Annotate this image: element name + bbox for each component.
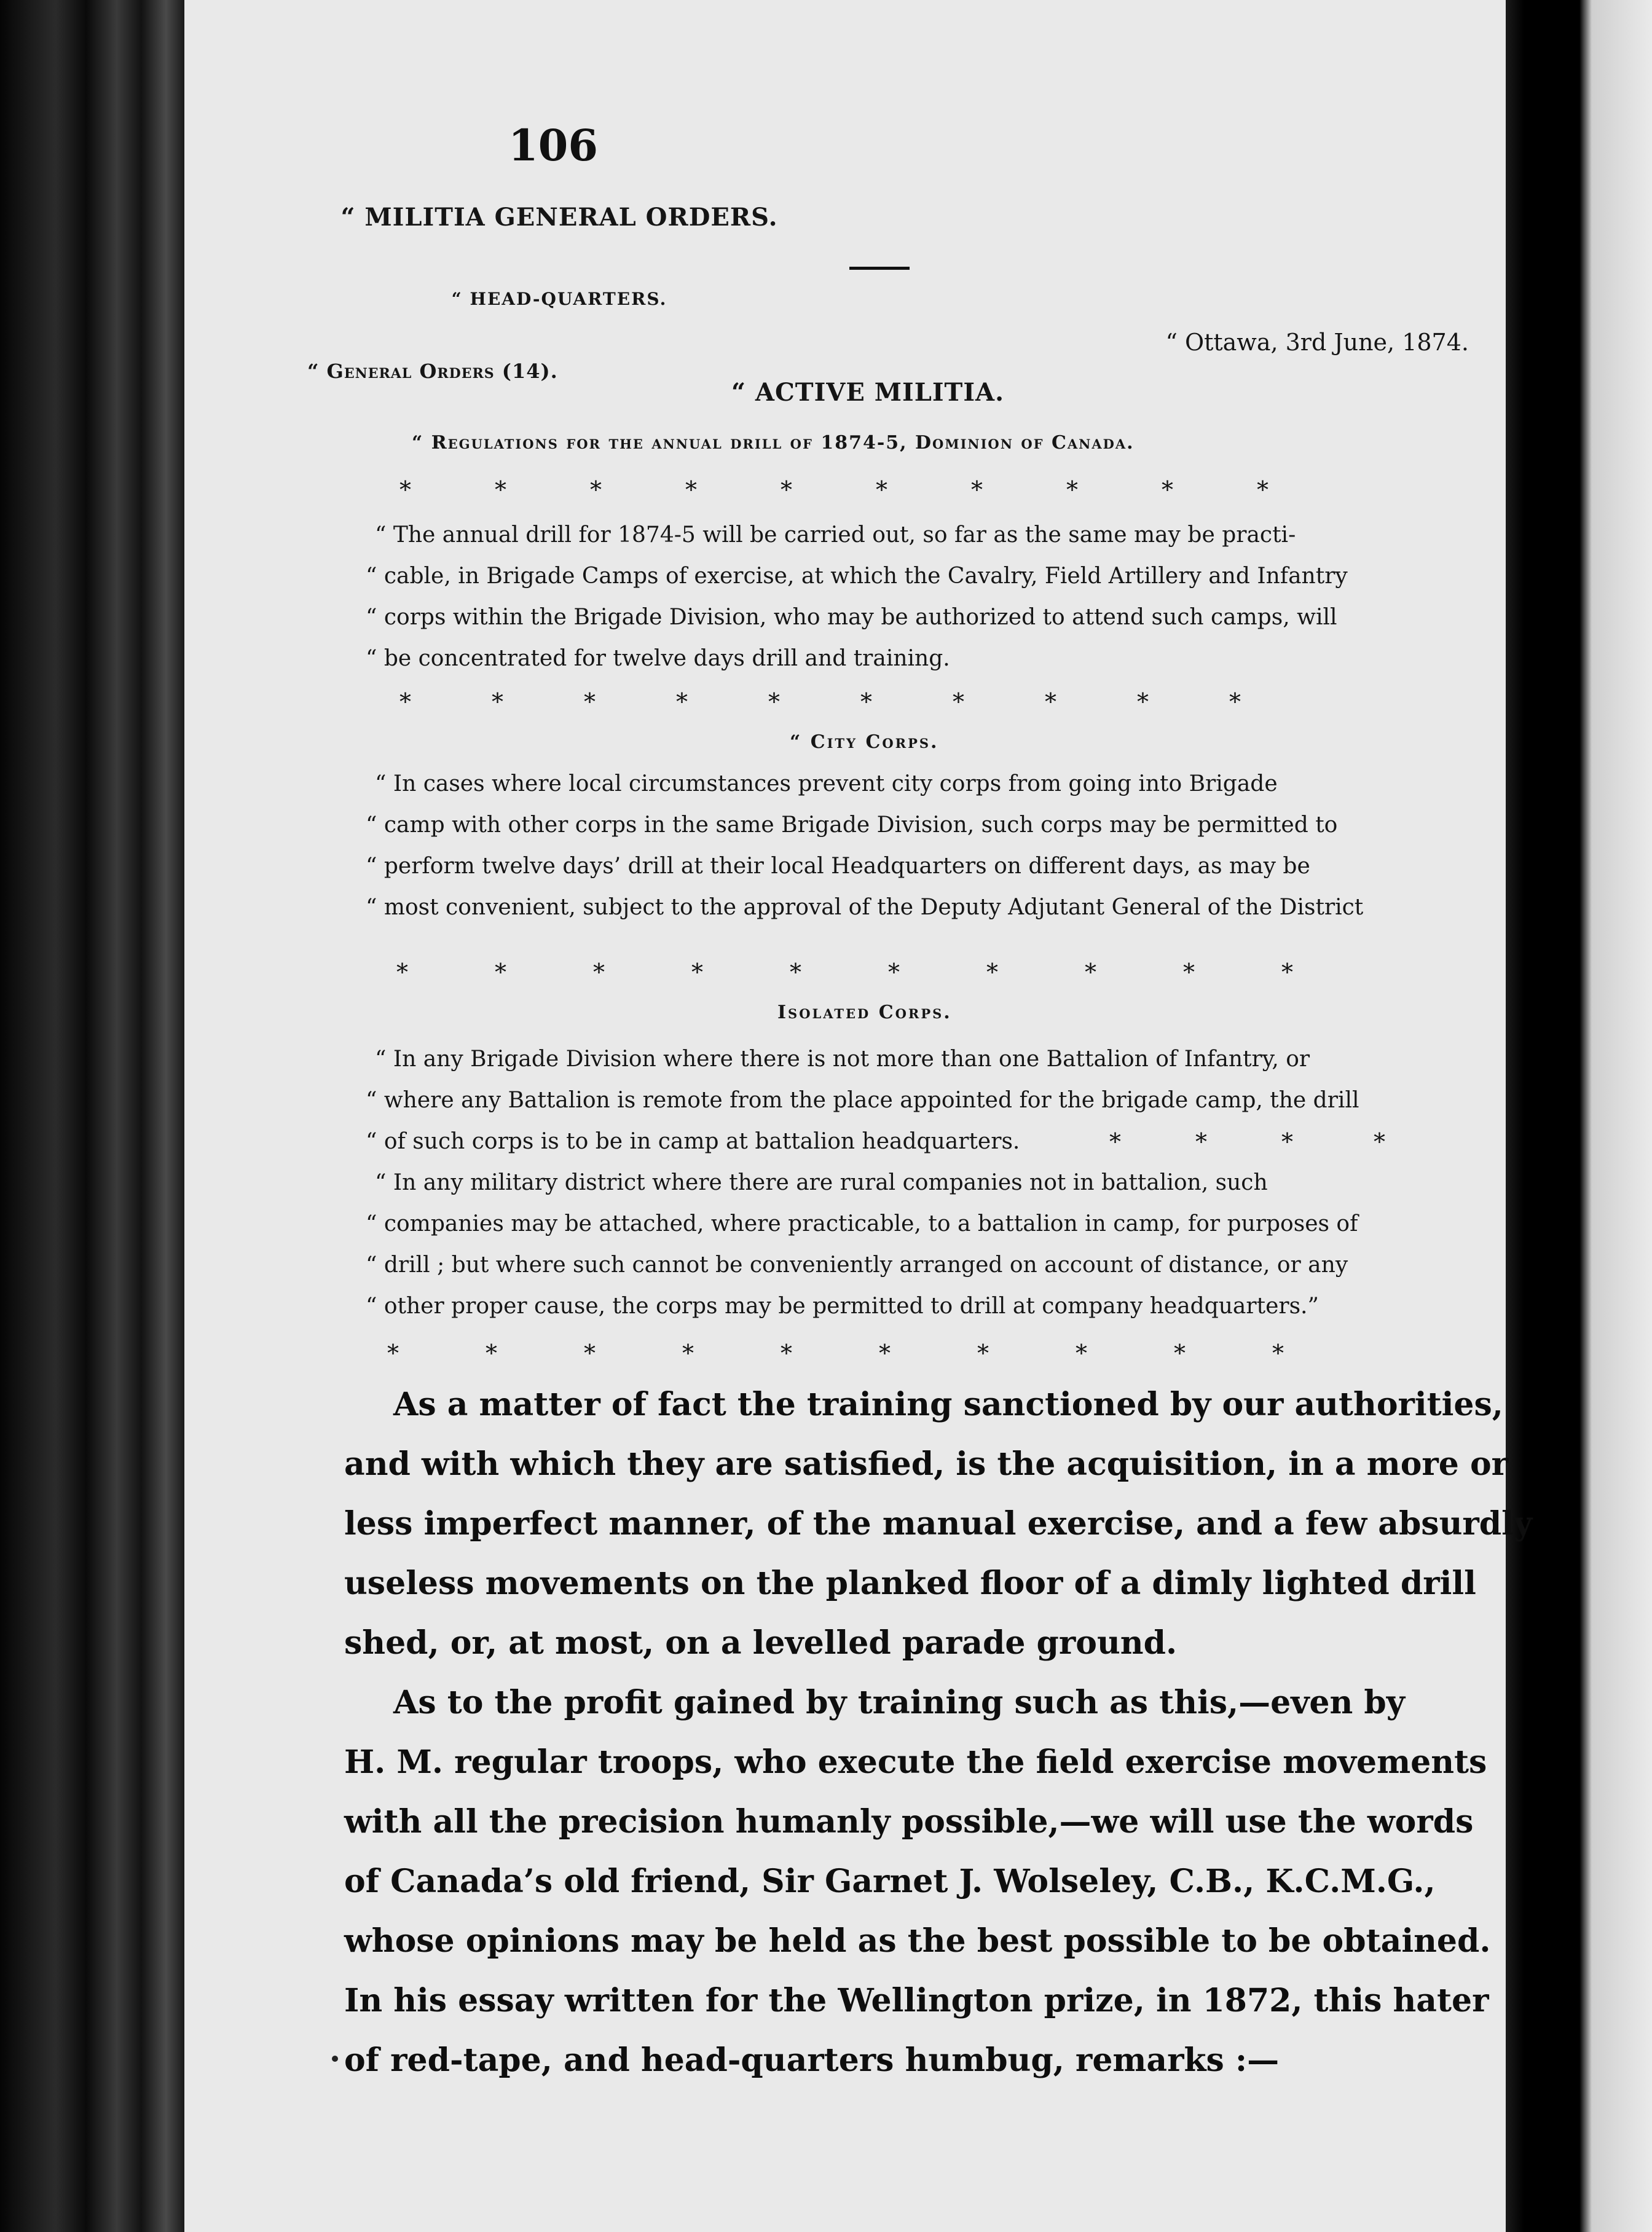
separator-star: * <box>486 1340 497 1367</box>
text-line: “ corps within the Brigade Division, who may be authorized to attend such camps, will <box>366 605 1337 630</box>
separator-star: * <box>495 476 506 503</box>
text-line: “ other proper cause, the corps may be permitted to drill at company headquarters.” <box>366 1294 1319 1319</box>
separator-star: * <box>387 1340 399 1367</box>
body-line: As a matter of fact the training sanctioned by our authorities, <box>393 1386 1503 1423</box>
text-line: “ perform twelve days’ drill at their local Headquarters on different days, as may be <box>366 854 1310 879</box>
body-line: with all the precision humanly possible,—we will use the words <box>344 1803 1474 1841</box>
page-number: 106 <box>508 120 599 171</box>
page-gutter <box>1506 0 1652 2232</box>
body-line: of Canada’s old friend, Sir Garnet J. Wolseley, C.B., K.C.M.G., <box>344 1863 1436 1900</box>
text-line: “ The annual drill for 1874-5 will be carried out, so far as the same may be practi- <box>375 522 1296 548</box>
separator-star: * <box>396 959 408 986</box>
text-line: “ where any Battalion is remote from the place appointed for the brigade camp, the drill <box>366 1088 1359 1113</box>
head-quarters-heading: “ HEAD-QUARTERS. <box>451 289 667 309</box>
body-line: useless movements on the planked floor of a dimly lighted drill <box>344 1565 1476 1602</box>
text-line: “ camp with other corps in the same Brigade Division, such corps may be permitted to <box>366 812 1338 838</box>
separator-star: * <box>1085 959 1096 986</box>
body-line: shed, or, at most, on a levelled parade ground. <box>344 1624 1178 1662</box>
separator-star: * <box>584 1340 596 1367</box>
body-line: In his essay written for the Wellington prize, in 1872, this hater <box>344 1982 1489 2019</box>
dateline: “ Ottawa, 3rd June, 1874. <box>1165 329 1469 356</box>
body-line: less imperfect manner, of the manual exercise, and a few absurdly <box>344 1505 1533 1542</box>
separator-star: * <box>953 688 964 715</box>
separator-star: * <box>971 476 983 503</box>
separator-star: * <box>495 959 506 986</box>
text-line: “ In any Brigade Division where there is not more than one Battalion of Infantry, or <box>375 1047 1310 1072</box>
separator-star: * <box>691 959 703 986</box>
text-line: “ In any military district where there are rural companies not in battalion, such <box>375 1170 1268 1195</box>
separator-star: * <box>876 476 887 503</box>
separator-star: * <box>768 688 780 715</box>
separator-star: * <box>977 1340 989 1367</box>
separator-star: * <box>781 1340 792 1367</box>
active-militia-heading: “ ACTIVE MILITIA. <box>731 378 1004 407</box>
separator-star: * <box>590 476 602 503</box>
separator-star: * <box>1374 1128 1385 1155</box>
body-line: and with which they are satisfied, is the acquisition, in a more or <box>344 1445 1509 1483</box>
body-line: H. M. regular troops, who execute the field exercise movements <box>344 1743 1487 1781</box>
separator-star: * <box>1045 688 1056 715</box>
separator-star: * <box>399 688 411 715</box>
heading-rule <box>849 267 910 270</box>
separator-star: * <box>781 476 792 503</box>
separator-star: * <box>879 1340 891 1367</box>
scan-speck <box>332 2056 338 2062</box>
separator-star: * <box>1162 476 1173 503</box>
separator-star: * <box>584 688 596 715</box>
separator-star: * <box>1109 1128 1121 1155</box>
separator-star: * <box>1281 959 1293 986</box>
separator-star: * <box>1257 476 1268 503</box>
separator-star: * <box>1183 959 1195 986</box>
city-corps-heading: “ City Corps. <box>790 731 939 753</box>
separator-star: * <box>860 688 872 715</box>
separator-star: * <box>1229 688 1241 715</box>
separator-star: * <box>399 476 411 503</box>
text-line: “ most convenient, subject to the approval of the Deputy Adjutant General of the District <box>366 895 1364 920</box>
separator-star: * <box>1281 1128 1293 1155</box>
book-spine-edge <box>0 0 184 2232</box>
separator-star: * <box>1272 1340 1284 1367</box>
text-line: “ of such corps is to be in camp at battalion headquarters. <box>366 1129 1020 1154</box>
separator-star: * <box>593 959 605 986</box>
separator-star: * <box>1174 1340 1186 1367</box>
text-line: “ cable, in Brigade Camps of exercise, at which the Cavalry, Field Artillery and Infantry <box>366 564 1348 589</box>
separator-star: * <box>682 1340 694 1367</box>
separator-star: * <box>1195 1128 1207 1155</box>
text-line: “ drill ; but where such cannot be conveniently arranged on account of distance, or any <box>366 1252 1348 1278</box>
text-line: “ be concentrated for twelve days drill and training. <box>366 646 950 671</box>
separator-star: * <box>492 688 503 715</box>
body-line: whose opinions may be held as the best possible to be obtained. <box>344 1922 1491 1960</box>
separator-star: * <box>1066 476 1078 503</box>
body-line: As to the profit gained by training such as this,—even by <box>393 1684 1405 1721</box>
separator-star: * <box>676 688 688 715</box>
separator-star: * <box>1076 1340 1087 1367</box>
regulations-heading: “ Regulations for the annual drill of 1874-5, Dominion of Canada. <box>412 432 1135 454</box>
separator-star: * <box>685 476 697 503</box>
separator-star: * <box>888 959 900 986</box>
text-line: “ companies may be attached, where practicable, to a battalion in camp, for purposes of <box>366 1211 1358 1236</box>
book-page <box>184 0 1533 2232</box>
isolated-corps-heading: Isolated Corps. <box>777 1002 952 1023</box>
text-line: “ In cases where local circumstances prevent city corps from going into Brigade <box>375 771 1278 796</box>
separator-star: * <box>986 959 998 986</box>
separator-star: * <box>1137 688 1149 715</box>
body-line: of red-tape, and head-quarters humbug, remarks :— <box>344 2041 1280 2079</box>
general-orders-label: “ General Orders (14). <box>307 360 558 383</box>
militia-general-orders-heading: “ MILITIA GENERAL ORDERS. <box>340 203 778 232</box>
separator-star: * <box>790 959 801 986</box>
